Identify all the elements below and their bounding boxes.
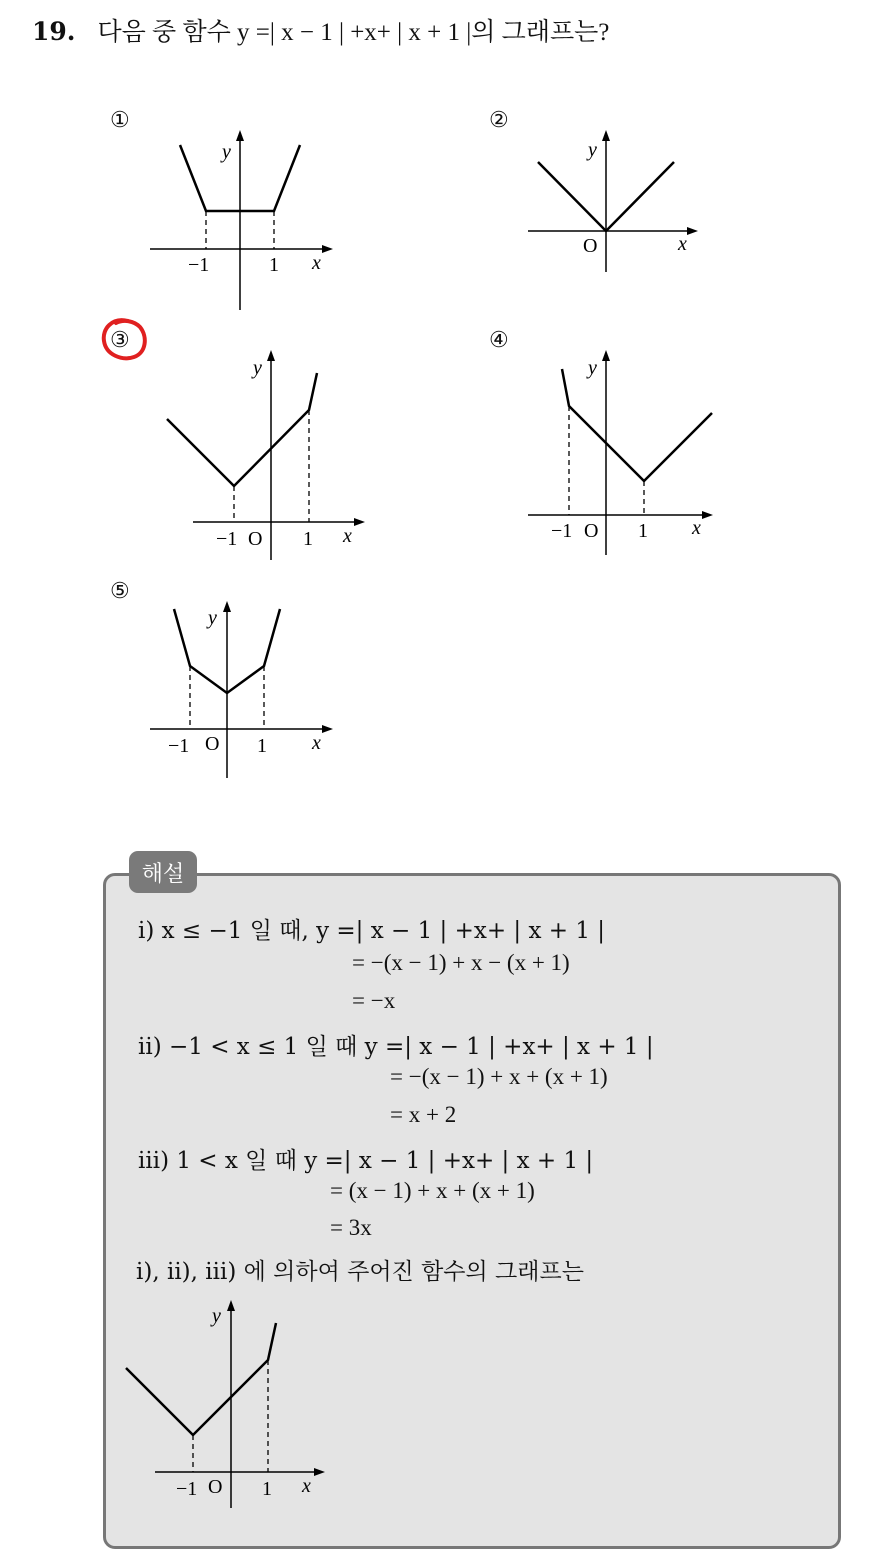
graph-option-1 <box>140 120 350 320</box>
graph-option-3 <box>160 340 370 570</box>
y-axis-label: y <box>212 1305 221 1327</box>
question-text <box>32 12 609 48</box>
origin-label: O <box>248 528 263 550</box>
option-2-label[interactable]: ② <box>489 108 509 133</box>
tick-neg-one: −1 <box>551 520 573 542</box>
solution-line-10: ⅰ), ⅱ), ⅲ) 에 의하여 주어진 함수의 그래프는 <box>136 1259 584 1285</box>
solution-line-9: = 3x <box>330 1215 372 1240</box>
solution-line-1: ⅰ) x ≤ −1 일 때, y =| x − 1 | +x+ | x + 1 | <box>138 918 606 944</box>
answer-mark <box>98 315 152 365</box>
tick-neg-one: −1 <box>176 1478 198 1500</box>
x-axis-label: x <box>312 732 321 754</box>
question-body: 다음 중 함수 y =| x − 1 | +x+ | x + 1 |의 그래프는? <box>97 19 610 46</box>
origin-label: O <box>205 733 220 755</box>
tick-one: 1 <box>269 254 279 276</box>
graph-option-2 <box>520 120 710 280</box>
option-4-label[interactable]: ④ <box>489 328 509 353</box>
tick-one: 1 <box>262 1478 272 1500</box>
question-number: 19. <box>32 17 76 46</box>
x-axis-label: x <box>692 517 701 539</box>
origin-label: O <box>584 520 599 542</box>
solution-line-3: = −x <box>352 988 396 1013</box>
tick-one: 1 <box>303 528 313 550</box>
option-5-label[interactable]: ⑤ <box>110 579 130 604</box>
x-axis-label: x <box>678 233 687 255</box>
solution-line-7: ⅲ) 1 < x 일 때 y =| x − 1 | +x+ | x + 1 | <box>138 1148 594 1174</box>
solution-graph <box>120 1295 335 1520</box>
x-axis-label: x <box>312 252 321 274</box>
tick-neg-one: −1 <box>188 254 210 276</box>
origin-label: O <box>208 1476 223 1498</box>
tick-one: 1 <box>638 520 648 542</box>
graph-option-4 <box>520 340 720 560</box>
solution-tag: 해설 <box>129 851 197 893</box>
y-axis-label: y <box>253 357 262 379</box>
y-axis-label: y <box>222 141 231 163</box>
tick-neg-one: −1 <box>168 735 190 757</box>
solution-line-6: = x + 2 <box>390 1102 457 1127</box>
graph-option-5 <box>140 590 350 790</box>
option-3-label[interactable]: ③ <box>110 328 130 353</box>
solution-line-8: = (x − 1) + x + (x + 1) <box>330 1178 535 1203</box>
solution-line-5: = −(x − 1) + x + (x + 1) <box>390 1064 608 1089</box>
tick-one: 1 <box>257 735 267 757</box>
option-1-label[interactable]: ① <box>110 108 130 133</box>
x-axis-label: x <box>343 525 352 547</box>
solution-line-4: ⅱ) −1 < x ≤ 1 일 때 y =| x − 1 | +x+ | x + 1 | <box>138 1034 654 1060</box>
y-axis-label: y <box>208 607 217 629</box>
y-axis-label: y <box>588 357 597 379</box>
y-axis-label: y <box>588 139 597 161</box>
origin-label: O <box>583 235 598 257</box>
solution-line-2: = −(x − 1) + x − (x + 1) <box>352 950 570 975</box>
x-axis-label: x <box>302 1475 311 1497</box>
tick-neg-one: −1 <box>216 528 238 550</box>
